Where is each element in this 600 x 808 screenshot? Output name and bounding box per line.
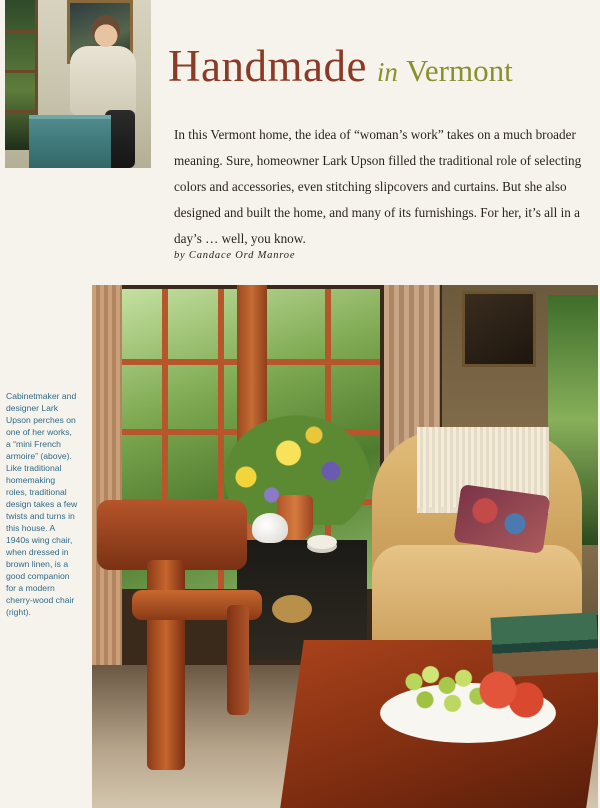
- teacup: [307, 535, 337, 549]
- photo-caption: Cabinetmaker and designer Lark Upson perches on one of her works, a “mini French armoire” (above). Like traditional homemaking roles, traditional design takes a few twists and turns in this house. A 1940s wing chair, when dressed in brown linen, is a good companion for a modern cherry-wood chair (right).: [6, 391, 78, 617]
- portrait-photo: [5, 0, 151, 168]
- apples: [477, 670, 547, 720]
- article-byline: by Candace Ord Manroe: [174, 250, 296, 261]
- portrait-armoire: [29, 115, 111, 168]
- article-title: [168, 40, 598, 92]
- portrait-woman-body: [70, 46, 136, 116]
- title-place: Vermont: [405, 53, 513, 88]
- room-photo: [92, 285, 598, 808]
- title-connector: in: [376, 57, 398, 87]
- cherry-wood-chair: [92, 500, 262, 770]
- article-intro: In this Vermont home, the idea of “woman’s work” takes on a much broader meaning. Sure, homeowner Lark Upson filled the traditional role of selecting colors and accessories, even stitching slipcovers and curtains. But she also designed and built the home, and many of its furnishings. For her, it’s all in a day’s … well, you know.: [174, 127, 582, 246]
- room-painting: [462, 291, 536, 367]
- title-main: Handmade: [168, 41, 367, 91]
- portrait-woman-head: [92, 15, 120, 47]
- book-stack: [491, 612, 598, 677]
- floral-pillow: [453, 484, 550, 554]
